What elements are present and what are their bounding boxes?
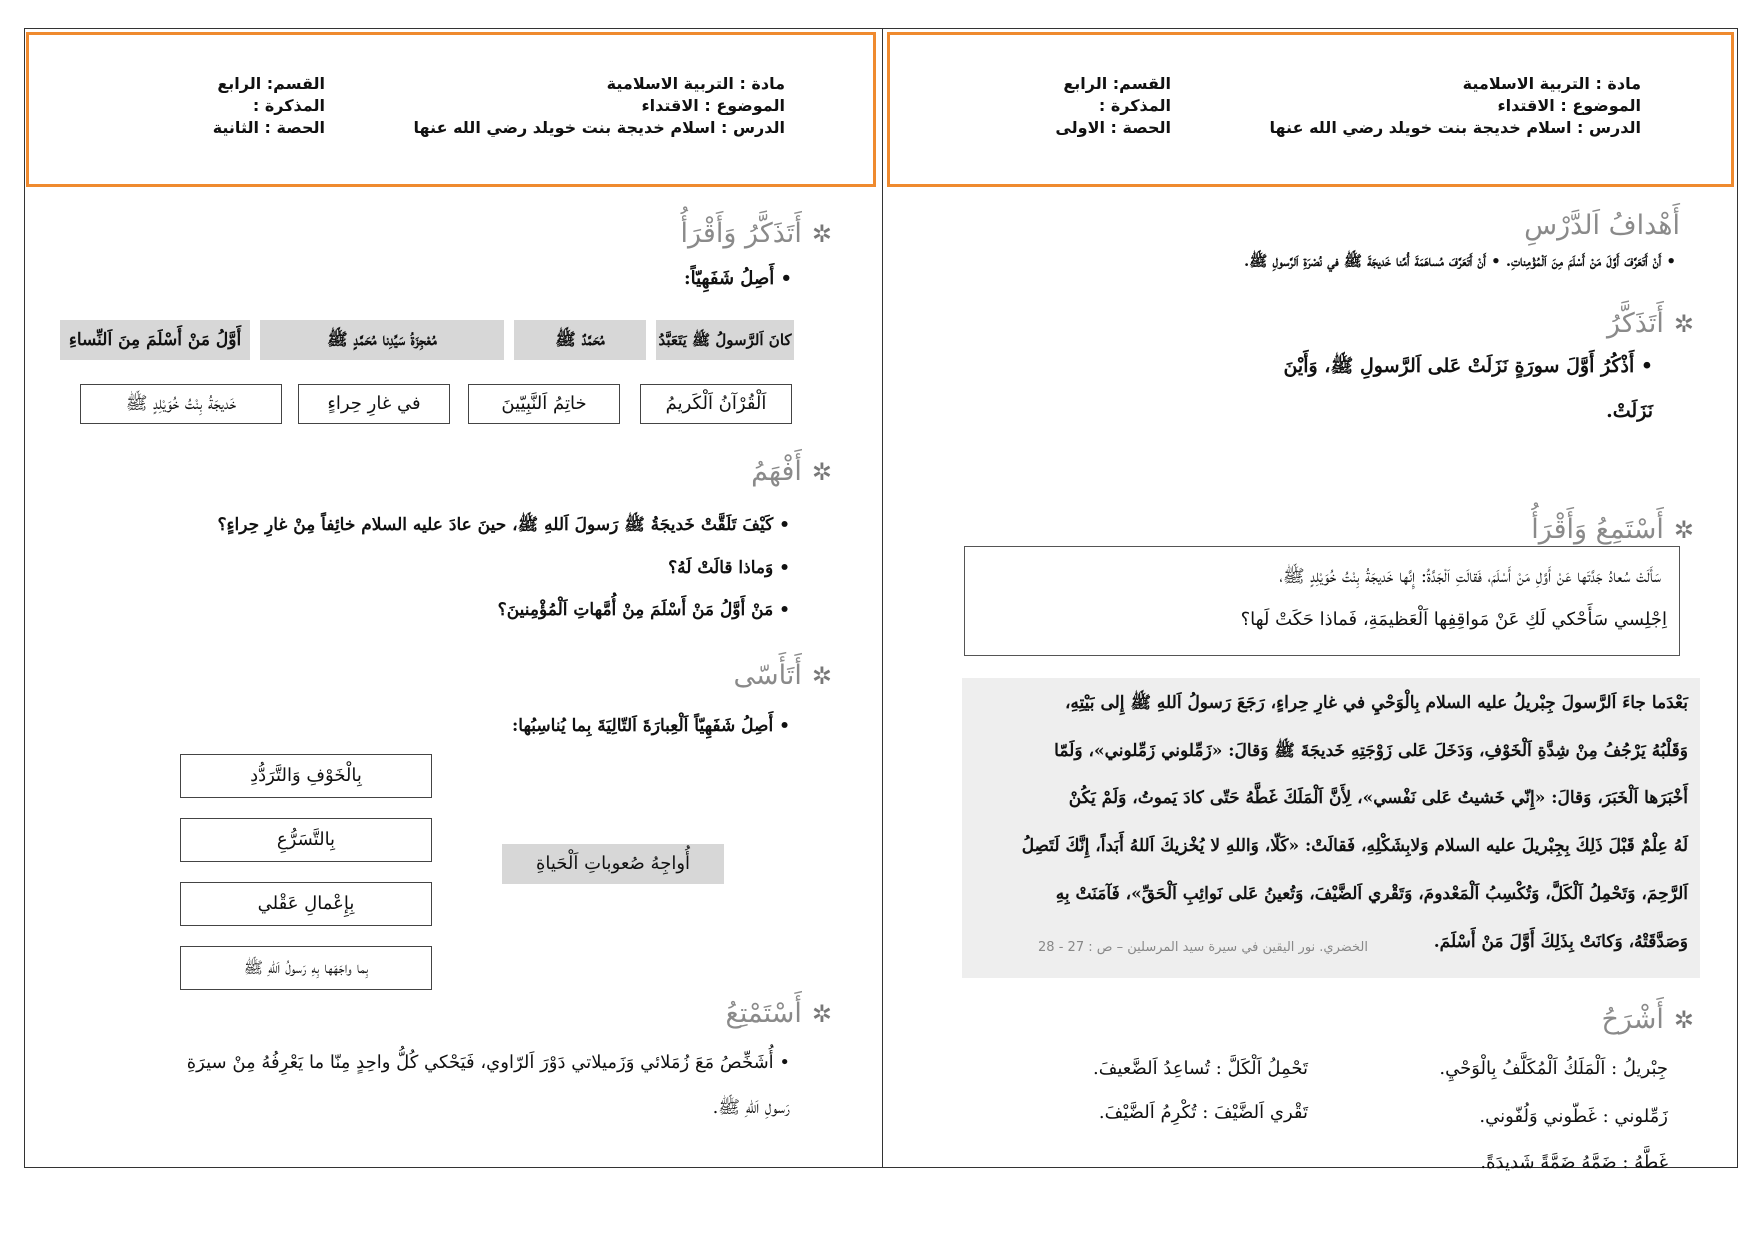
match-box-3: في غارِ حِراءٍ <box>298 384 450 424</box>
listen-read-title <box>1531 514 1694 545</box>
sheet-session-2 <box>24 28 882 1168</box>
header-lesson: الدرس : اسلام خديجة بنت خويلد رضي الله عنها <box>413 118 785 137</box>
enjoy-line1: • أُشَخِّصُ مَعَ زُمَلائي وَزَميلاتي دَوْرَ اَلرّاوي، فَيَحْكي كُلُّ واحِدٍ مِنّا ما يَعْرِفُهُ مِنْ سيرَةِ <box>186 1052 790 1073</box>
header-memo: المذكرة : <box>252 96 325 115</box>
follow-option-1: بِالْخَوْفِ وَالتَّرَدُّدِ <box>180 754 432 798</box>
star-icon: ✲ <box>811 662 832 690</box>
remember-line2: نَزَلَتْ. <box>1606 400 1653 422</box>
match-tag-1: أَوَّلُ مَنْ أَسْلَمَ مِنَ اَلنِّساءِ <box>60 320 250 360</box>
story-line-4: لَهُ عِلْمٌ قَبْلَ ذَلِكَ بِجِبْريلَ عليه السلام وَلابِشَكْلِهِ، فَقالَتْ: «كَلّا، وَاللهِ لا يُخْزيكَ اَللهُ أَبَداً، إِنَّكَ لَتَصِلُ <box>1021 836 1688 856</box>
header-topic: الموضوع : الاقتداء <box>1497 96 1641 115</box>
header-subject: مادة : التربية الاسلامية <box>1462 74 1641 93</box>
header-memo: المذكرة : <box>1098 96 1171 115</box>
explain-item-2: زَمِّلوني : غَطّوني وَلُفّوني. <box>1479 1106 1668 1127</box>
story-line-6: وَصَدَّقَتْهُ، وَكانَتْ بِذَلِكَ أَوَّلَ مَنْ أَسْلَمَ. <box>1433 932 1688 952</box>
story-line-5: اَلرَّحِمَ، وَتَحْمِلُ اَلْكَلَّ، وَتُكْسِبُ اَلْمَعْدومَ، وَتَقْري اَلضَّيْفَ، وَتُعينُ عَلى نَوائِبِ اَلْحَقِّ»، فَآمَنَتْ بِهِ <box>1055 884 1688 904</box>
remember-read-title-text: أَتَذَكَّرُ وَأَقْرَأُ <box>680 218 802 249</box>
enjoy-title-text: أَسْتَمْتِعُ <box>725 998 802 1029</box>
lesson-header <box>887 32 1734 187</box>
explain-item-4: تَحْمِلُ اَلْكَلَّ : تُساعِدُ اَلضَّعيفَ. <box>1093 1058 1308 1079</box>
story-line-3: أَخْبَرَها اَلْخَبَرَ، وَقالَ: «إِنّي خَشيتُ عَلى نَفْسي»، لِأَنَّ اَلْمَلَكَ غَطَّهُ حَتّى كادَ يَموتُ، وَلَمْ يَكُنْ <box>1068 788 1688 808</box>
explain-title-text: أَشْرَحُ <box>1601 1004 1664 1035</box>
understand-q3: • مَنْ أَوَّلُ مَنْ أَسْلَمَ مِنْ أُمَّهاتِ اَلْمُؤْمِنينَ؟ <box>497 600 790 620</box>
explain-item-1: جِبْريلُ : اَلْمَلَكُ اَلْمُكَلَّفُ بِالْوَحْيِ. <box>1439 1058 1668 1079</box>
star-icon: ✲ <box>811 1000 832 1028</box>
story-line-1: بَعْدَما جاءَ اَلرَّسولَ جِبْريلُ عليه السلام بِالْوَحْيِ في غارِ حِراءٍ، رَجَعَ رَسولُ اَللهِ ﷺ إِلى بَيْتِهِ، <box>1064 693 1688 713</box>
follow-option-2: بِالتَّسَرُّعِ <box>180 818 432 862</box>
story-line-2: وَقَلْبُهُ يَرْجُفُ مِنْ شِدَّةِ اَلْخَوْفِ، وَدَخَلَ عَلى زَوْجَتِهِ خَديجَةَ ﷺ وَقالَ: «زَمِّلوني زَمِّلوني»، وَلَمّا <box>1054 741 1688 761</box>
match-tag-4: كانَ اَلرَّسولُ ﷺ يَتَعَبَّدُ <box>656 320 794 360</box>
understand-q2: • وَماذا قالَتْ لَهُ؟ <box>668 558 790 578</box>
remember-title <box>1607 308 1694 339</box>
star-icon: ✲ <box>1673 516 1694 544</box>
dialogue-box <box>964 546 1680 656</box>
listen-read-title-text: أَسْتَمِعُ وَأَقْرَأُ <box>1531 514 1664 545</box>
match-tag-2: مُعْجِزَةُ سَيِّدِنا مُحَمَّدٍ ﷺ <box>260 320 504 360</box>
header-topic: الموضوع : الاقتداء <box>641 96 785 115</box>
understand-title-text: أَفْهَمُ <box>751 456 802 487</box>
header-session: الحصة : الاولى <box>1055 118 1171 137</box>
header-class-block <box>213 73 325 139</box>
follow-option-3: بِإِعْمالِ عَقْلي <box>180 882 432 926</box>
header-grade: القسم: الرابع <box>217 74 325 93</box>
story-citation: الخضري. نور اليقين في سيرة سيد المرسلين – ص : 27 - 28 <box>1038 940 1368 955</box>
header-grade: القسم: الرابع <box>1063 74 1171 93</box>
explain-item-5: تَقْري اَلضَّيْفَ : تُكْرِمُ اَلضَّيْفَ. <box>1098 1102 1308 1123</box>
follow-statement: أُواجِهُ صُعوباتِ اَلْحَياةِ <box>502 844 724 884</box>
enjoy-line2: رَسولِ اَللهِ ﷺ. <box>712 1097 790 1118</box>
follow-instruction: • أَصِلُ شَفَهِيّاً اَلْعِبارَةَ اَلتّالِيَةَ بِما يُناسِبُها: <box>511 716 790 736</box>
star-icon: ✲ <box>1673 1006 1694 1034</box>
explain-title <box>1601 1004 1694 1035</box>
follow-title <box>734 660 832 691</box>
objectives-items: • أَنْ أَتَعَرَّفَ أَوَّلَ مَنْ أَسْلَمَ مِنَ اَلْمُؤْمِناتِ. • أَنْ أَتَعَرَّفَ مُساهَمَةَ أُمِّنا خَديجَةَ ﷺ في نُصْرَةِ اَلرَّسولِ ﷺ. <box>1244 252 1676 270</box>
match-tag-3: مُحَمَّدٌ ﷺ <box>514 320 646 360</box>
header-subject-block <box>413 73 785 139</box>
star-icon: ✲ <box>1673 310 1694 338</box>
follow-title-text: أَتَأَسّى <box>733 660 802 691</box>
header-lesson: الدرس : اسلام خديجة بنت خويلد رضي الله عنها <box>1269 118 1641 137</box>
explain-item-3: غَطَّهُ : ضَمَّهُ ضَمَّةً شَديدَةً. <box>1480 1152 1668 1173</box>
sheet-session-1 <box>883 28 1738 1173</box>
objectives-title: أَهْدافُ اَلدَّرْسِ <box>1524 210 1680 241</box>
header-subject: مادة : التربية الاسلامية <box>606 74 785 93</box>
star-icon: ✲ <box>811 458 832 486</box>
header-session: الحصة : الثانية <box>212 118 325 137</box>
dialogue-line1: سَأَلَتْ سُعادُ جَدَّتَها عَنْ أَوَّلِ مَنْ أَسْلَمَ، فَقالَتِ اَلْجَدَّةُ: إِنَّها خَديجَةُ بِنْتُ خُوَيْلِدٍ ﷺ، <box>1279 566 1661 587</box>
remember-read-instruction: • أَصِلُ شَفَهِيّاً: <box>684 268 792 289</box>
match-box-2: خاتِمُ اَلنَّبِيّينَ <box>468 384 620 424</box>
header-subject-block <box>1269 73 1641 139</box>
lesson-header <box>26 32 876 187</box>
understand-title <box>751 456 832 487</box>
remember-line1: • أَذْكُرُ أَوَّلَ سورَةٍ نَزَلَتْ عَلى اَلرَّسولِ ﷺ، وَأَيْنَ <box>1283 355 1653 377</box>
enjoy-title <box>725 998 832 1029</box>
match-box-1: اَلْقُرْآنُ اَلْكَريمُ <box>640 384 792 424</box>
remember-read-title <box>681 218 832 249</box>
header-class-block <box>1055 73 1171 139</box>
follow-option-4: بِما واجَهَها بِهِ رَسولُ اَللهِ ﷺ <box>180 946 432 990</box>
match-box-4: خَديجَةُ بِنْتُ خُوَيْلِدٍ ﷺ <box>80 384 282 424</box>
dialogue-line2: اِجْلِسي سَأَحْكي لَكِ عَنْ مَواقِفِها اَلْعَظيمَةِ، فَماذا حَكَتْ لَها؟ <box>1240 609 1667 630</box>
remember-title-text: أَتَذَكَّرُ <box>1606 308 1664 339</box>
understand-q1: • كَيْفَ تَلَقَّتْ خَديجَةُ ﷺ رَسولَ اَللهِ ﷺ، حينَ عادَ عليه السلام خائِفاً مِنْ غارِ حِراءٍ؟ <box>217 515 790 535</box>
star-icon: ✲ <box>811 220 832 248</box>
